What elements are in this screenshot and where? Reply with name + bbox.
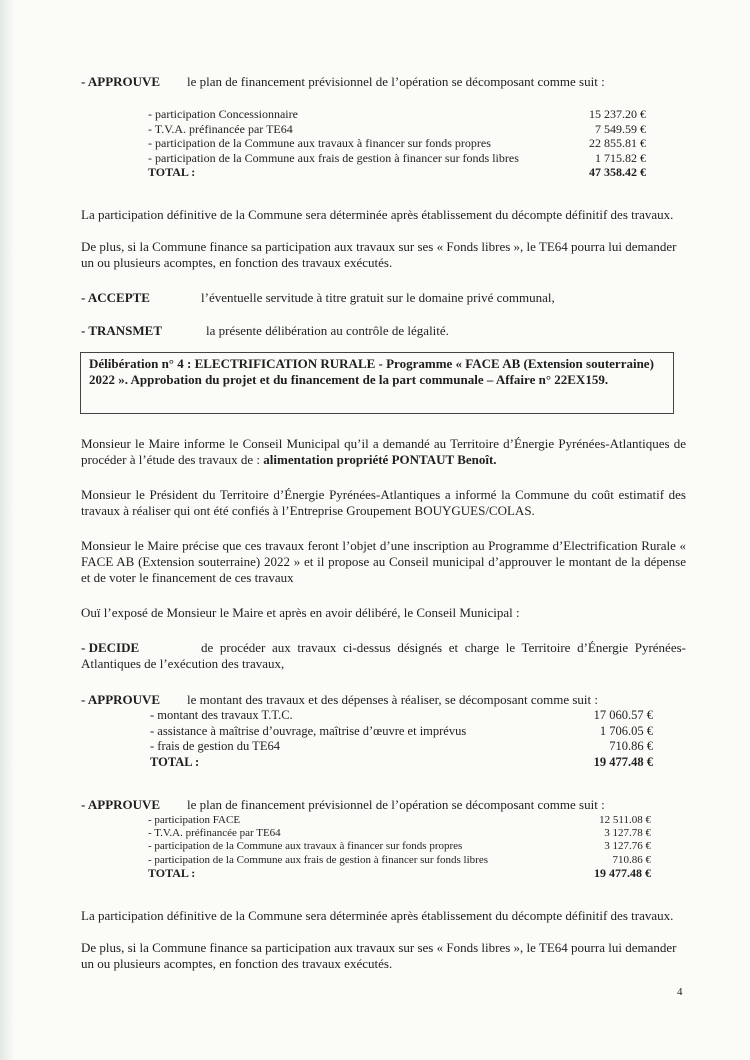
maire-text-bold: alimentation propriété PONTAUT Benoît.: [263, 452, 497, 467]
row-amount: 1 706.05 €: [599, 723, 653, 738]
table-row: [148, 122, 646, 137]
participation-paragraph-2: La participation définitive de la Commune sera déterminée après établissement du décompte définitif des travaux.: [81, 908, 674, 923]
page-edge: [0, 0, 14, 1060]
deliberation-heading-box: [80, 352, 674, 414]
total-label: TOTAL :: [150, 754, 200, 769]
approve-text: le montant des travaux et des dépenses à réaliser, se décomposant comme suit :: [187, 692, 599, 707]
total-row: [148, 165, 646, 180]
row-label: - participation de la Commune aux frais de gestion à financer sur fonds libres: [148, 150, 519, 165]
row-amount: 22 855.81 €: [589, 136, 646, 150]
row-amount: 3 127.76 €: [604, 840, 651, 853]
row-amount: 7 549.59 €: [595, 121, 646, 136]
row-label: - T.V.A. préfinancée par TE64: [148, 121, 293, 136]
row-amount: 710.86 €: [609, 739, 653, 753]
table-row: [148, 840, 651, 853]
expense-table: [150, 708, 653, 770]
fonds-libres-paragraph: De plus, si la Commune finance sa participation aux travaux sur ses « Fonds libres », le TE64 pourra lui demander un ou plusieurs acomptes, en fonction des travaux exécutés.: [81, 239, 677, 270]
decide-text: de procéder aux travaux ci-dessus désignés et charge le Territoire d’Énergie Pyrénées-Atlantiques de l’exécution des travaux,: [81, 640, 686, 671]
transmet-line: [81, 323, 686, 339]
financing-table-1: [148, 107, 646, 180]
approve-label: - APPROUVE: [81, 692, 161, 707]
total-amount: 19 477.48 €: [594, 865, 651, 880]
row-label: - participation de la Commune aux travaux à financer sur fonds propres: [148, 136, 491, 150]
table-row: [150, 724, 653, 740]
decide-label: - DECIDE: [81, 640, 140, 655]
fonds-libres-paragraph-2: De plus, si la Commune finance sa participation aux travaux sur ses « Fonds libres », le TE64 pourra lui demander un ou plusieurs acomptes, en fonction des travaux exécutés.: [81, 940, 677, 971]
precise-paragraph: Monsieur le Maire précise que ces travaux feront l’objet d’une inscription au Programme d’Electrification Rurale « FACE AB (Extension souterraine) 2022 » et il propose au Conseil municipal d’approuver le montant de la dépense et de voter le financement de ces travaux: [81, 538, 686, 585]
table-row: [148, 136, 646, 151]
row-label: - frais de gestion du TE64: [150, 739, 280, 753]
table-row: [150, 708, 653, 724]
row-label: - participation FACE: [148, 814, 241, 826]
table-row: [148, 827, 651, 840]
row-label: - participation Concessionnaire: [148, 107, 298, 121]
total-row: [150, 755, 653, 771]
maire-text: Monsieur le Maire informe le Conseil Municipal qu’il a demandé au Territoire d’Énergie Pyrénées-Atlantiques de procéder à l’étude des travaux de :: [81, 436, 686, 467]
row-amount: 17 060.57 €: [593, 708, 653, 722]
total-label: TOTAL :: [148, 865, 196, 880]
approve-plan-line-2: [81, 797, 686, 813]
row-amount: 1 715.82 €: [595, 150, 646, 165]
table-row: [148, 814, 651, 827]
total-amount: 19 477.48 €: [593, 754, 653, 769]
president-paragraph: Monsieur le Président du Territoire d’Énergie Pyrénées-Atlantiques a informé la Commune du coût estimatif des travaux à réaliser qui ont été confiés à l’Entreprise Groupement BOUYGUES/COLAS.: [81, 487, 686, 518]
approve-label: - APPROUVE: [81, 797, 161, 812]
table-row: [150, 739, 653, 755]
approve-label: - APPROUVE: [81, 74, 161, 89]
participation-paragraph: La participation définitive de la Commune sera déterminée après établissement du décompte définitif des travaux.: [81, 207, 674, 222]
row-label: - participation de la Commune aux travaux à financer sur fonds propres: [148, 840, 463, 853]
row-amount: 12 511.08 €: [599, 814, 651, 826]
approve-text: le plan de financement prévisionnel de l’opération se décomposant comme suit :: [187, 74, 605, 89]
table-row: [148, 107, 646, 122]
maire-paragraph: [81, 436, 686, 468]
approve-plan-line: [81, 74, 686, 90]
row-amount: 15 237.20 €: [589, 107, 646, 121]
total-label: TOTAL :: [148, 165, 196, 179]
row-label: - montant des travaux T.T.C.: [150, 708, 293, 722]
accepte-text: l’éventuelle servitude à titre gratuit sur le domaine privé communal,: [201, 290, 555, 305]
table-row: [148, 151, 646, 166]
approve-text: le plan de financement prévisionnel de l’opération se décomposant comme suit :: [187, 797, 605, 812]
decide-paragraph: [81, 640, 686, 672]
transmet-text: la présente délibération au contrôle de légalité.: [206, 323, 449, 338]
accepte-line: [81, 290, 686, 306]
page-number: 4: [677, 986, 683, 998]
accepte-label: - ACCEPTE: [81, 290, 150, 305]
table-row: [148, 854, 651, 867]
row-amount: 3 127.78 €: [604, 827, 651, 840]
total-row: [148, 867, 651, 880]
row-label: - participation de la Commune aux frais de gestion à financer sur fonds libres: [148, 853, 488, 866]
row-amount: 710.86 €: [612, 853, 651, 866]
transmet-label: - TRANSMET: [81, 323, 163, 338]
oui-paragraph: Ouï l’exposé de Monsieur le Maire et après en avoir délibéré, le Conseil Municipal :: [81, 605, 520, 620]
financing-table-2: [148, 814, 651, 880]
deliberation-heading: Délibération n° 4 : ELECTRIFICATION RURALE - Programme « FACE AB (Extension souterraine) 2022 ». Approbation du projet et du financement de la part communale – Affaire n° 22EX159.: [89, 356, 654, 387]
row-label: - T.V.A. préfinancée par TE64: [148, 827, 281, 840]
approve-montant-line: [81, 692, 686, 708]
total-amount: 47 358.42 €: [589, 165, 646, 179]
row-label: - assistance à maîtrise d’ouvrage, maîtrise d’œuvre et imprévus: [150, 723, 467, 738]
